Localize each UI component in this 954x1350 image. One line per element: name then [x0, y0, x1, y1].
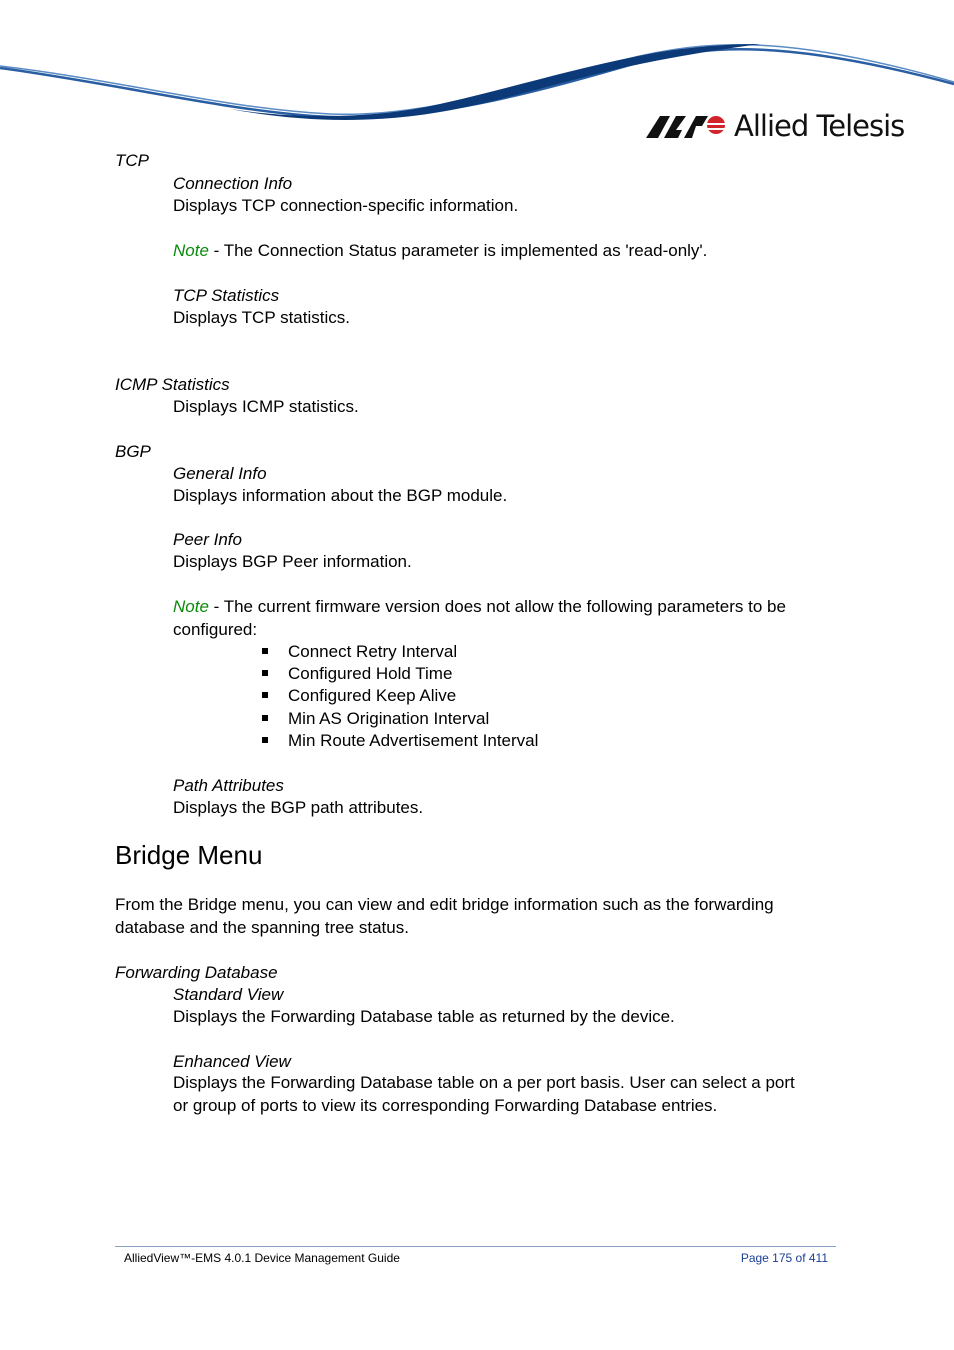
footer-page-number: Page 175 of 411 [740, 1251, 828, 1265]
tcp-heading: TCP [115, 151, 149, 170]
bullet-marker [262, 715, 268, 721]
peer-info-desc: Displays BGP Peer information. [173, 552, 412, 571]
peer-info-note [173, 596, 786, 618]
enhanced-view-desc-line2: or group of ports to view its corresponding Forwarding Database entries. [173, 1096, 718, 1115]
bridge-intro-line2: database and the spanning tree status. [115, 918, 409, 937]
connection-info-title: Connection Info [173, 174, 293, 193]
note-label: Note [173, 597, 209, 616]
path-attributes-desc: Displays the BGP path attributes. [173, 798, 424, 817]
connection-info-note [173, 240, 707, 262]
enhanced-view-desc-line1: Displays the Forwarding Database table on a per port basis. User can select a port [173, 1073, 795, 1092]
allied-telesis-logo [646, 108, 904, 144]
forwarding-database-heading: Forwarding Database [115, 963, 278, 982]
icmp-desc: Displays ICMP statistics. [173, 397, 359, 416]
peer-info-note-cont: configured: [173, 620, 258, 639]
enhanced-view-title: Enhanced View [173, 1052, 291, 1071]
peer-info-title: Peer Info [173, 530, 242, 549]
note-text: - The current firmware version does not allow the following parameters to be [208, 597, 786, 616]
path-attributes-title: Path Attributes [173, 776, 284, 795]
bridge-intro-line1: From the Bridge menu, you can view and edit bridge information such as the forwarding [115, 895, 774, 914]
list-item: Min AS Origination Interval [288, 709, 490, 728]
bullet-marker [262, 737, 268, 743]
general-info-title: General Info [173, 464, 267, 483]
note-label: Note [173, 241, 209, 260]
bullet-marker [262, 648, 268, 654]
list-item: Min Route Advertisement Interval [288, 731, 539, 750]
list-item: Configured Hold Time [288, 664, 453, 683]
footer-document-title: AlliedView™-EMS 4.0.1 Device Management Guide [124, 1251, 400, 1265]
logo-wordmark: Allied Telesis [734, 109, 905, 143]
tcp-statistics-desc: Displays TCP statistics. [173, 308, 350, 327]
logo-mark-icon [646, 112, 726, 140]
connection-info-desc: Displays TCP connection-specific information. [173, 196, 519, 215]
bgp-heading: BGP [115, 442, 151, 461]
icmp-heading: ICMP Statistics [115, 375, 230, 394]
standard-view-desc: Displays the Forwarding Database table as returned by the device. [173, 1007, 675, 1026]
bullet-marker [262, 692, 268, 698]
general-info-desc: Displays information about the BGP module. [173, 486, 508, 505]
tcp-statistics-title: TCP Statistics [173, 286, 280, 305]
note-text: - The Connection Status parameter is implemented as 'read-only'. [208, 241, 708, 260]
bullet-marker [262, 670, 268, 676]
bridge-menu-heading: Bridge Menu [115, 840, 263, 870]
footer-divider [115, 1246, 836, 1247]
list-item: Connect Retry Interval [288, 642, 458, 661]
standard-view-title: Standard View [173, 985, 284, 1004]
list-item: Configured Keep Alive [288, 686, 457, 705]
